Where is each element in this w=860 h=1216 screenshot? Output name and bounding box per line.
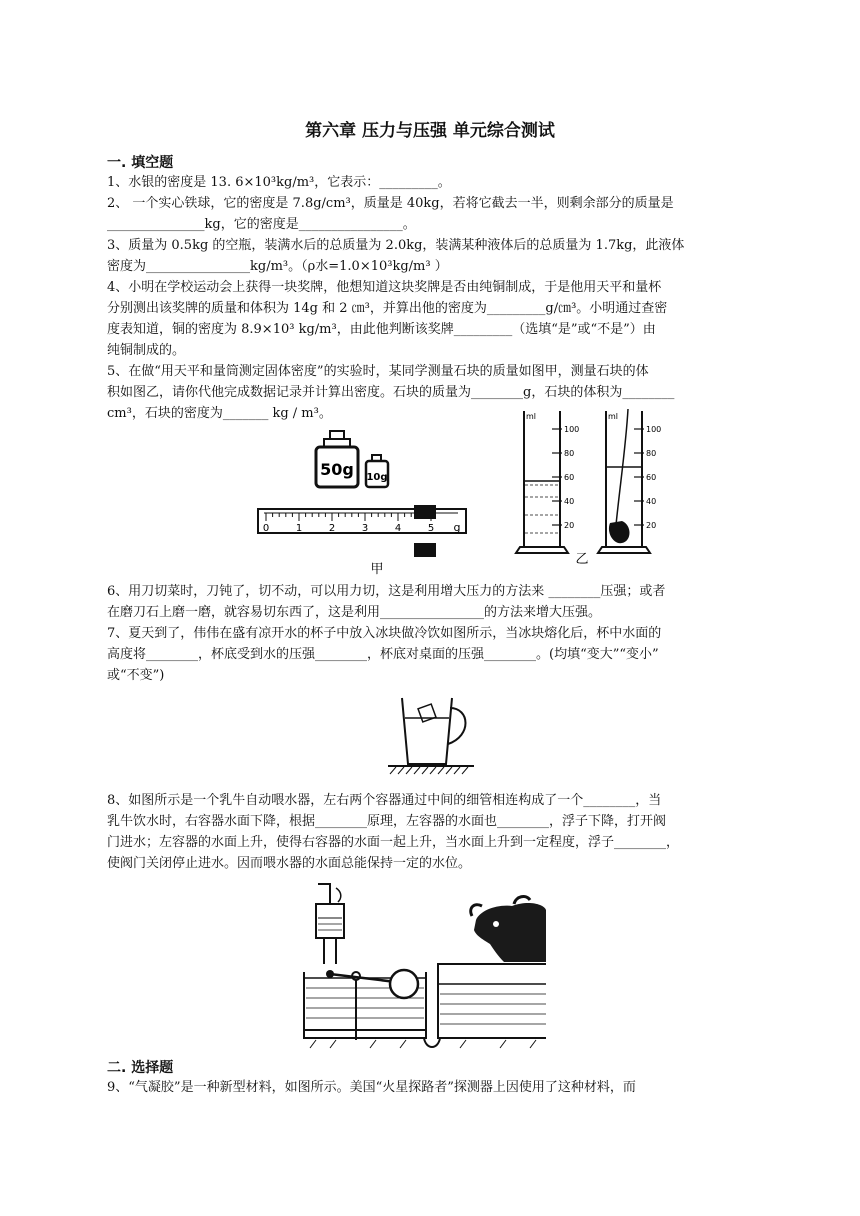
page-title: 第六章 压力与压强 单元综合测试 (305, 121, 555, 141)
figure-measuring-cylinders (510, 405, 670, 565)
question-8 (107, 790, 755, 874)
section-choice-heading: 二. 选择题 (107, 1060, 174, 1076)
question-line: 高度将________，杯底受到水的压强________，杯底对桌面的压强________。(均填“变大”“变小” (107, 647, 659, 662)
cylinder-tick-label: 80 (646, 449, 657, 458)
question-line: 7、夏天到了，伟伟在盛有凉开水的杯子中放入冰块做冷饮如图所示，当冰块熔化后，杯中水面的 (107, 626, 662, 641)
ruler-tick-label: 3 (361, 523, 369, 534)
question-7 (107, 623, 755, 686)
weight-50g-label: 50g (320, 460, 354, 479)
cylinder-tick-label: 80 (564, 449, 575, 458)
figure-cow-water-feeder (300, 880, 548, 1052)
cylinder-tick-label: 40 (564, 497, 575, 506)
cylinder-tick-label: 60 (564, 473, 575, 482)
weight-10g-label: 10g (366, 472, 388, 483)
question-line: _______________kg，它的密度是________________。 (107, 217, 416, 232)
ice-cube (418, 704, 436, 722)
cylinder-tick-label: 60 (646, 473, 657, 482)
ruler-tick-label: 2 (328, 523, 336, 534)
question-4 (107, 277, 755, 361)
ruler-tick-label: 0 (262, 523, 270, 534)
cylinder-1-unit: ml (526, 412, 537, 421)
question-3 (107, 235, 755, 277)
question-line: 2、 一个实心铁球，它的密度是 7.8g/cm³，质量是 40kg，若将它截去一半，则剩余部分的质量是 (107, 196, 674, 211)
question-line: 8、如图所示是一个乳牛自动喂水器，左右两个容器通过中间的细管相连构成了一个________，当 (107, 793, 662, 808)
question-line: 4、小明在学校运动会上获得一块奖牌，他想知道这块奖牌是否由纯铜制成，于是他用天平和量杯 (107, 280, 662, 295)
question-line: 使阀门关闭停止进水。因而喂水器的水面总能保持一定的水位。 (107, 856, 472, 871)
question-9 (107, 1077, 755, 1098)
question-line: 或“不变”) (107, 668, 165, 683)
question-line: 在磨刀石上磨一磨，就容易切东西了，这是利用________________的方法来增大压强。 (107, 605, 602, 620)
question-6 (107, 581, 755, 623)
balance-rider (414, 505, 436, 519)
cylinder-2-unit: ml (608, 412, 619, 421)
question-line: 度表知道，铜的密度为 8.9×10³ kg/m³，由此他判断该奖牌_________（选填“是”或“不是”）由 (107, 322, 656, 337)
question-line: 密度为________________kg/m³。（ρ水=1.0×10³kg/m³ ） (107, 259, 448, 274)
cow-head (474, 903, 546, 962)
figure-cup-with-ice (380, 692, 480, 778)
question-line: 6、用刀切菜时，刀钝了，切不动，可以用力切，这是利用增大压力的方法来 ________压强；或者 (107, 584, 666, 599)
question-line: 积如图乙，请你代他完成数据记录并计算出密度。石块的质量为________g，石块的体积为________ (107, 385, 675, 400)
cylinder-tick-label: 20 (564, 521, 575, 530)
figure-yi-caption: 乙 (575, 552, 589, 565)
cylinder-tick-label: 40 (646, 497, 657, 506)
question-line: 门进水；左容器的水面上升，使得右容器的水面一起上升，当水面上升到一定程度，浮子________， (107, 835, 680, 850)
figure-balance-weights (252, 425, 472, 575)
question-line: 5、在做“用天平和量筒测定固体密度”的实验时，某同学测量石块的质量如图甲，测量石块的体 (107, 364, 649, 379)
balance-rider-lower (414, 543, 436, 557)
question-1 (107, 172, 755, 193)
question-line: 纯铜制成的。 (107, 343, 186, 358)
question-line: 3、质量为 0.5kg 的空瓶，装满水后的总质量为 2.0kg，装满某种液体后的总质量为 1.7kg，此液体 (107, 238, 685, 253)
question-line: cm³，石块的密度为_______ kg / m³。 (107, 406, 332, 421)
ruler-tick-label: 4 (394, 523, 402, 534)
ruler-unit-label: g (453, 521, 461, 534)
question-line: 1、水银的密度是 13. 6×10³kg/m³，它表示：_________。 (107, 175, 451, 190)
ruler-tick-label: 1 (295, 523, 303, 534)
figure-jia-caption: 甲 (370, 562, 384, 575)
float-ball (390, 970, 418, 998)
question-line: 分别测出该奖牌的质量和体积为 14g 和 2 ㎝³，并算出他的密度为_________g/㎝³。小明通过查密 (107, 301, 668, 316)
cylinder-tick-label: 100 (646, 425, 662, 434)
ruler-tick-label: 5 (427, 523, 435, 534)
question-2 (107, 193, 755, 235)
question-line: 9、“气凝胶”是一种新型材料，如图所示。美国“火星探路者”探测器上因使用了这种材料，而 (107, 1080, 636, 1095)
section-fill-blank-heading: 一. 填空题 (107, 155, 174, 171)
question-line: 乳牛饮水时，右容器水面下降，根据________原理，左容器的水面也________，浮子下降，打开阀 (107, 814, 667, 829)
cylinder-tick-label: 20 (646, 521, 657, 530)
cylinder-tick-label: 100 (564, 425, 580, 434)
